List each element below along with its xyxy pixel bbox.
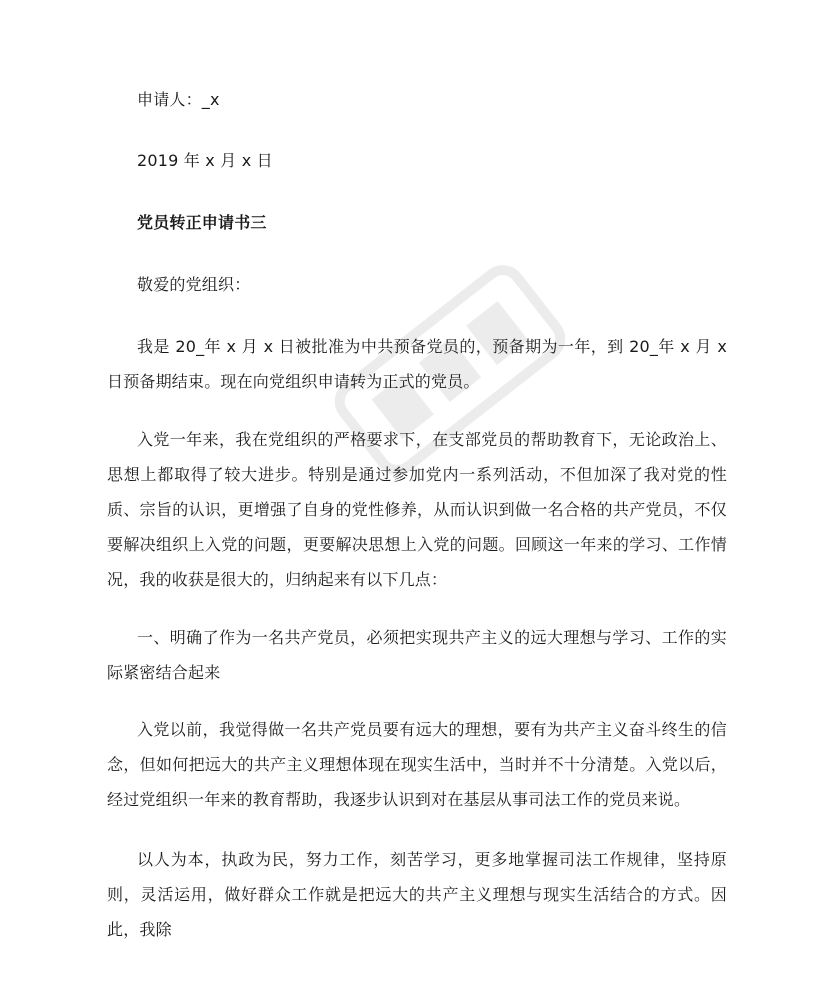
section-title: 党员转正申请书三 — [137, 213, 267, 232]
paragraph-5: 以人为本，执政为民，努力工作，刻苦学习，更多地掌握司法工作规律，坚持原则，灵活运用，做好群众工作就是把远大的共产主义理想与现实生活结合的方式。因此，我除 — [107, 850, 727, 939]
paragraph-1: 我是 20_年 x 月 x 日被批准为中共预备党员的，预备期为一年，到 20_年 x 月 x 日预备期结束。现在向党组织申请转为正式的党员。 — [107, 337, 727, 391]
salutation: 敬爱的党组织： — [137, 275, 251, 294]
paragraph-4: 入党以前，我觉得做一名共产党员要有远大的理想，要有为共产主义奋斗终生的信念，但如何把远大的共产主义理想体现在现实生活中，当时并不十分清楚。入党以后，经过党组织一年来的教育帮助，我逐步认识到对在基层从事司法工作的党员来说。 — [107, 720, 727, 809]
paragraph-3: 一、明确了作为一名共产党员，必须把实现共产主义的远大理想与学习、工作的实际紧密结合起来 — [107, 628, 727, 682]
date-line: 2019 年 x 月 x 日 — [137, 151, 273, 170]
applicant-line: 申请人：_x — [137, 90, 220, 109]
paragraph-2: 入党一年来，我在党组织的严格要求下，在支部党员的帮助教育下，无论政治上、思想上都取得了较大进步。特别是通过参加党内一系列活动，不但加深了我对党的性质、宗旨的认识，更增强了自身的党性修养，从而认识到做一名合格的共产党员，不仅要解决组织上入党的问题，更要解决思想上入党的问题。回顾这一年来的学习、工作情况，我的收获是很大的，归纳起来有以下几点： — [107, 430, 727, 589]
